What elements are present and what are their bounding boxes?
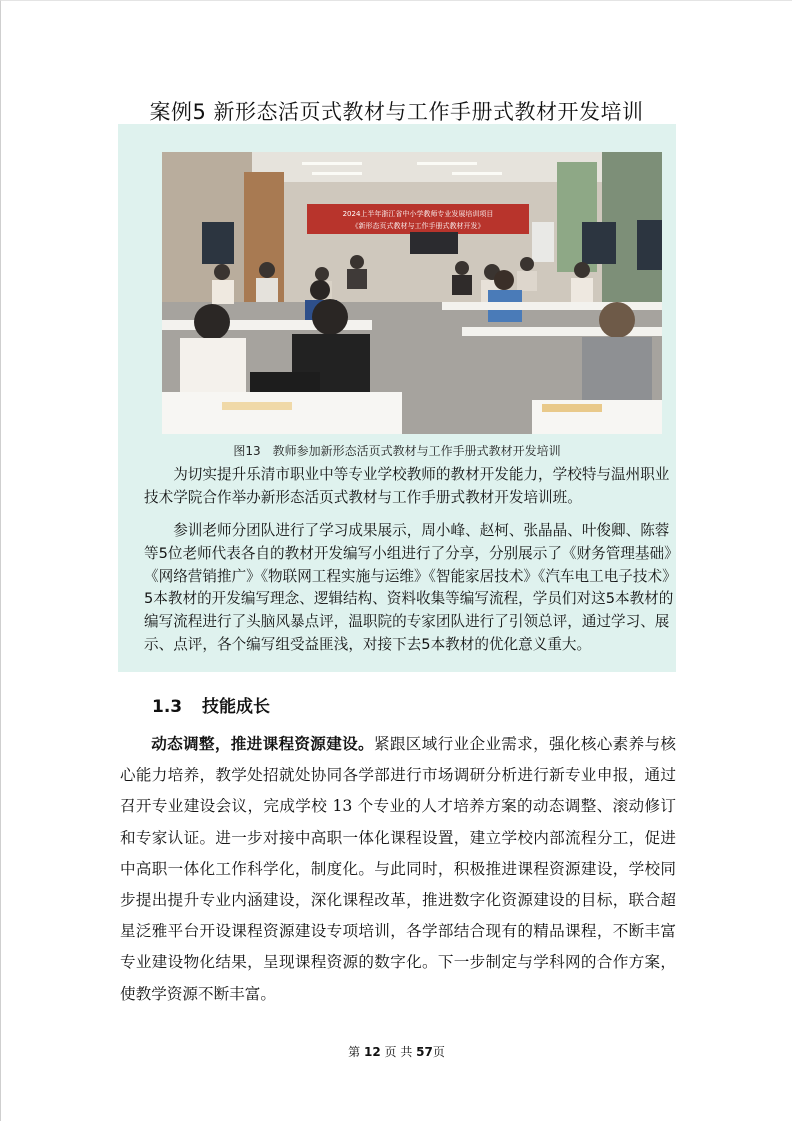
banner-text-1: 2024上半年浙江省中小学教师专业发展培训项目 [342, 210, 494, 218]
footer-total-pages: 57 [416, 1045, 433, 1059]
body-text: 紧跟区域行业企业需求，强化核心素养与核心能力培养，教学处招就处协同各学部进行市场调研分析进行新专业申报，通过召开专业建设会议，完成学校 13 个专业的人才培养方案的动态调整、滚动修订和专家认证。进一步对接中高职一体化课程设置，建立学校内部流程分工，促进中高职一体化工作科学化，制度化。与此同时，积极推进课程资源建设，学校同步提出提升专业内涵建设，深化课程改革，推进数字化资源建设的目标，联合超星泛雅平台开设课程资源建设专项培训，各学部结合现有的精品课程，不断丰富专业建设物化结果，呈现课程资源的数字化。下一步制定与学科网的合作方案，使教学资源不断丰富。 [120, 735, 676, 1003]
body-lead-sentence: 动态调整，推进课程资源建设。 [151, 734, 374, 753]
section-number: 1.3 [152, 697, 183, 717]
case-paragraph-1: 为切实提升乐清市职业中等专业学校教师的教材开发能力，学校特与温州职业技术学院合作举办新形态活页式教材与工作手册式教材开发培训班。 [144, 466, 670, 506]
case-title: 案例5 新形态活页式教材与工作手册式教材开发培训 [149, 100, 644, 124]
case-box [118, 124, 679, 672]
footer-page-number: 12 [363, 1045, 381, 1059]
section-heading [152, 692, 270, 717]
page-footer [0, 1043, 793, 1060]
banner-text-2: 《新形态页式教材与工作手册式教材开发》 [351, 222, 485, 230]
training-photo [162, 152, 662, 434]
section-title: 技能成长 [202, 697, 270, 717]
footer-middle: 页 共 [384, 1045, 413, 1059]
figure-caption: 图13 教师参加新形态活页式教材与工作手册式教材开发培训 [233, 444, 561, 458]
footer-suffix: 页 [432, 1045, 445, 1059]
footer-prefix: 第 [348, 1045, 361, 1059]
body-paragraph [120, 728, 676, 1010]
case-paragraph-2: 参训老师分团队进行了学习成果展示，周小峰、赵柯、张晶晶、叶俊卿、陈蓉等5位老师代表各自的教材开发编写小组进行了分享，分别展示了《财务管理基础》《网络营销推广》《物联网工程实施与运维》《智能家居技术》《汽车电工电子技术》5本教材的开发编写理念、逻辑结构、资料收集等编写流程，学员们对这5本教材的编写流程进行了头脑风暴点评，温职院的专家团队进行了引领总评，通过学习、展示、点评，各个编写组受益匪浅，对接下去5本教材的优化意义重大。 [144, 522, 679, 653]
